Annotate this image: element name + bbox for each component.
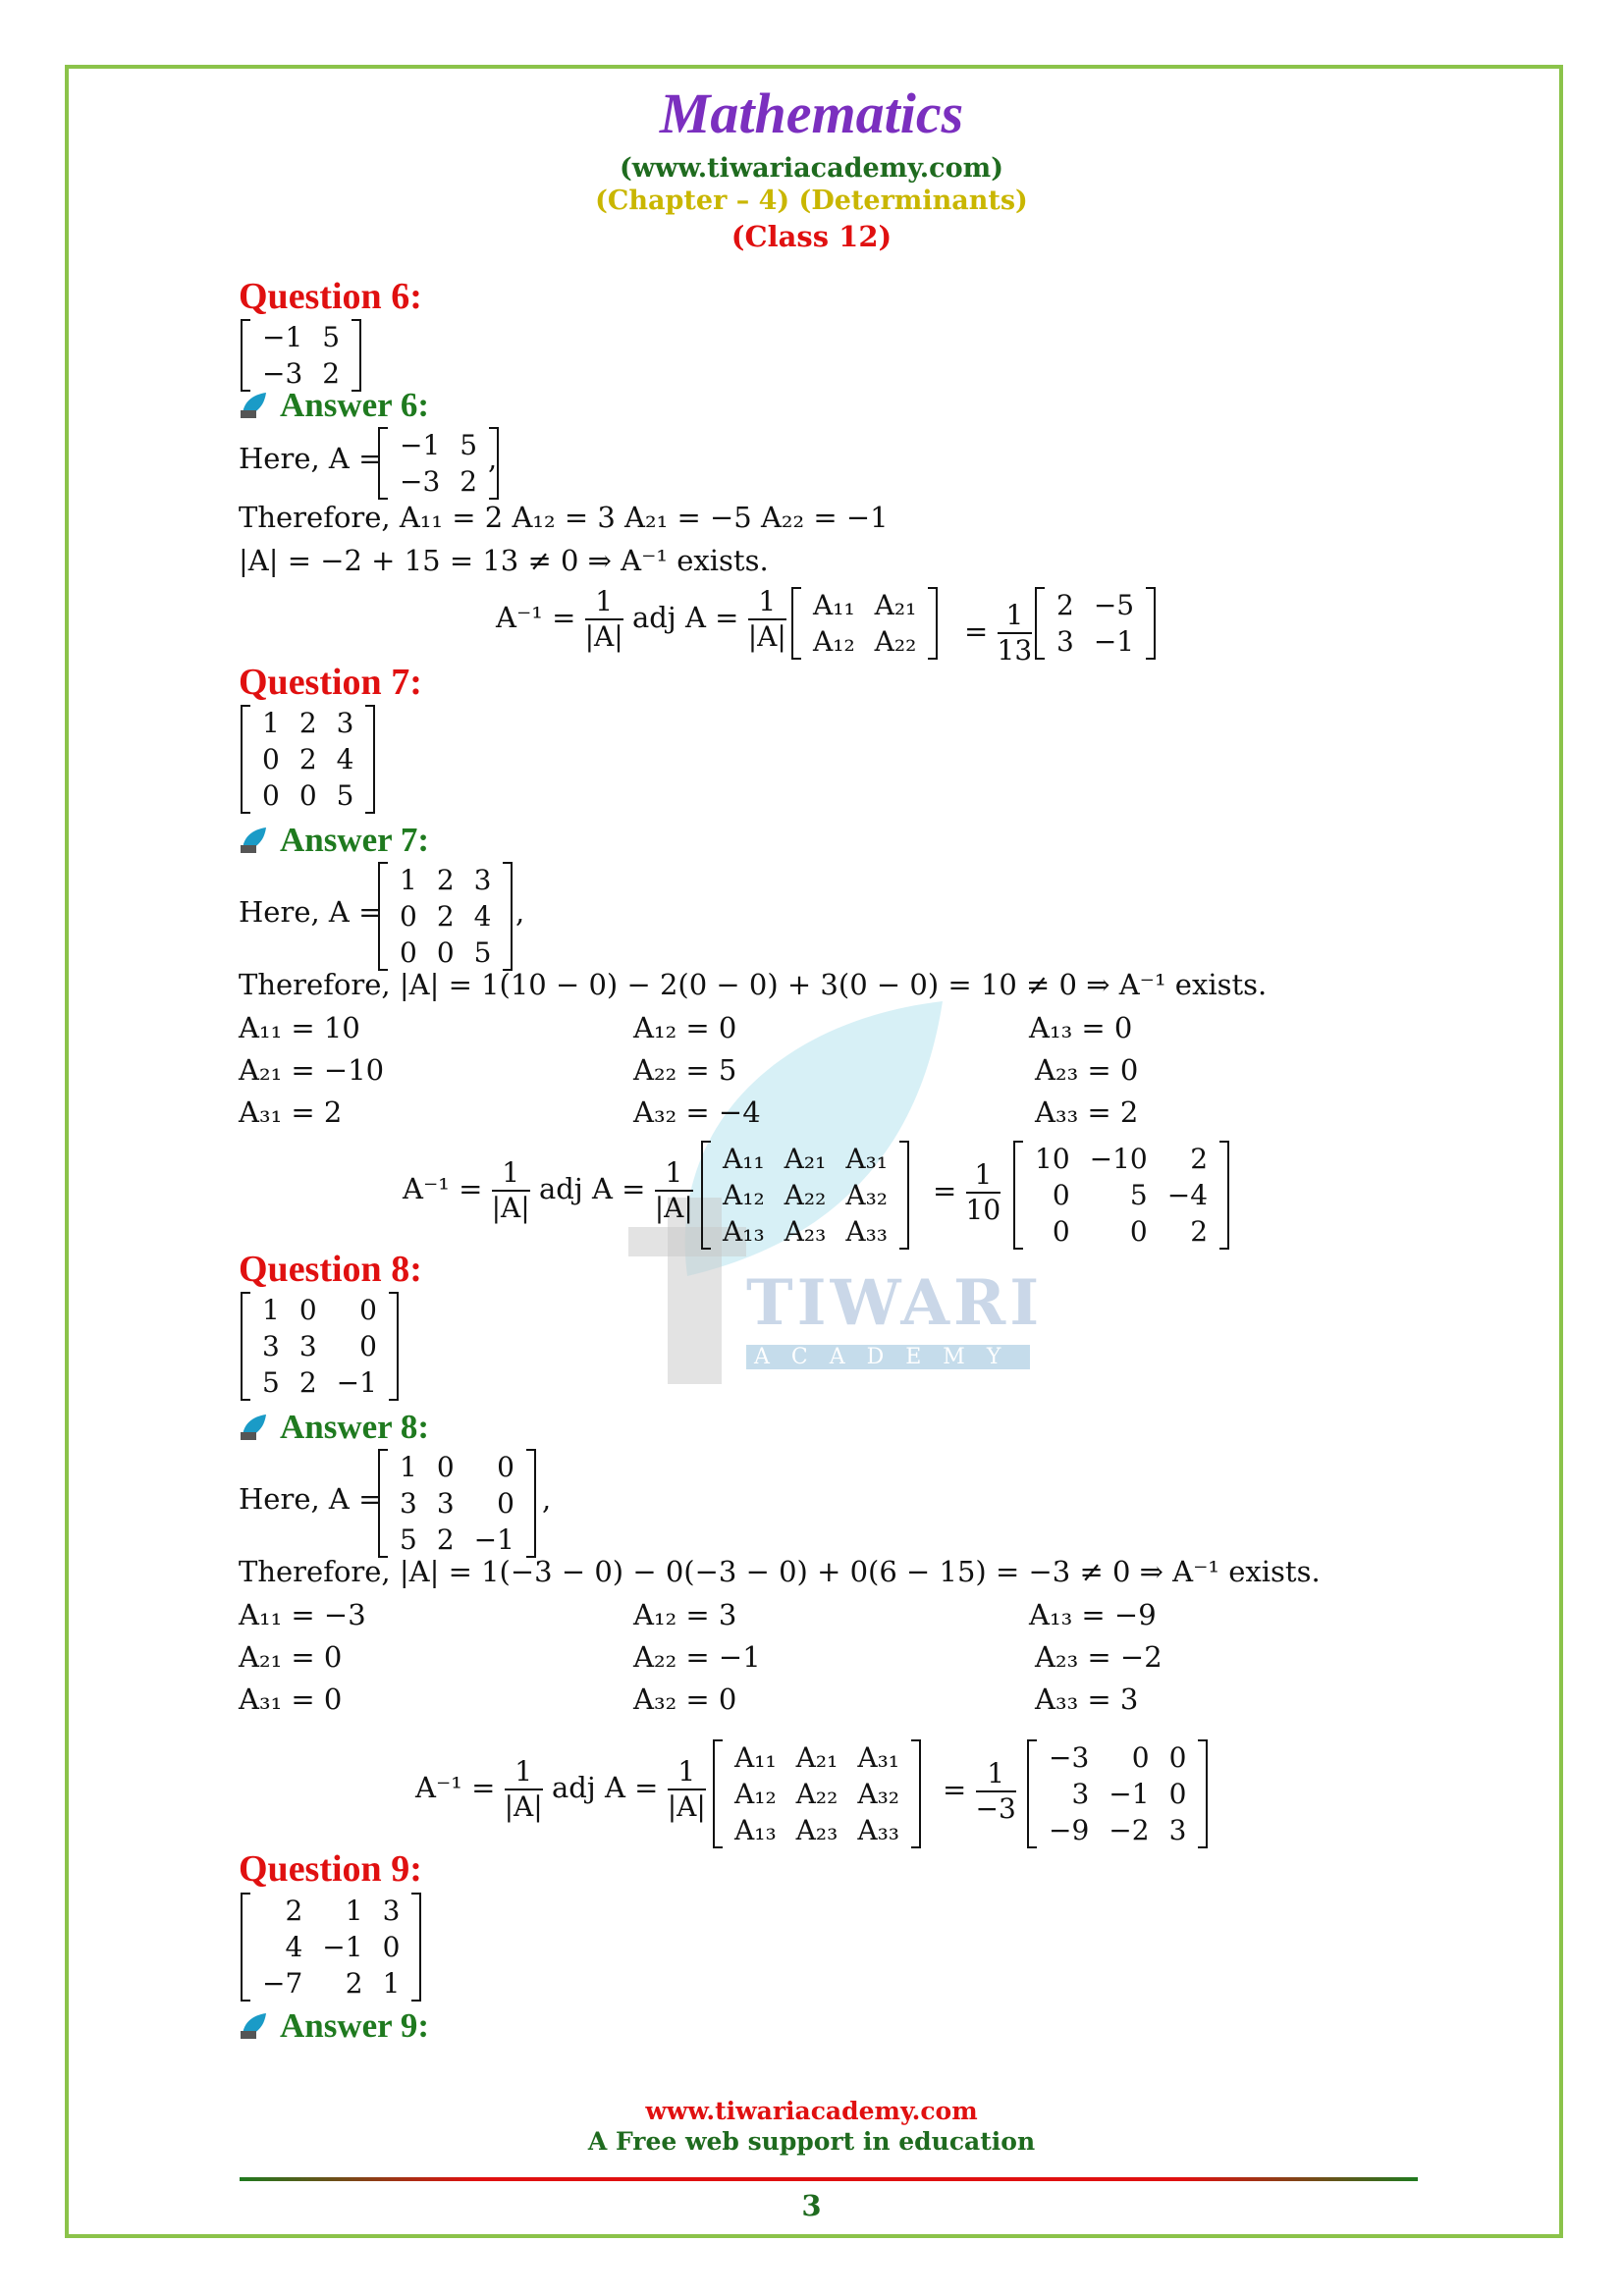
answer-7-here: Here, A = [239, 895, 383, 929]
cofactor: A₃₂ = 0 [633, 1682, 737, 1716]
cofactor: A₁₁ = 10 [239, 1011, 360, 1044]
question-8-matrix: 1 0 0 3 3 0 5 2 −1 [241, 1292, 399, 1401]
cofactor: A₂₃ = 0 [1035, 1053, 1139, 1087]
answer-6-matrix: −1 5 −3 2 [378, 427, 499, 500]
answer-8-inverse: A⁻¹ = $\frac{1}{|A|}$ adj A = $\frac{1}{|A|}$ [415, 1755, 706, 1823]
answer-7-result-matrix: 10 −10 2 0 5 −4 0 0 2 [1013, 1141, 1229, 1250]
cofactor: A₃₃ = 2 [1035, 1095, 1139, 1129]
footer-tagline: A Free web support in education [587, 2127, 1036, 2156]
cofactor: A₁₂ = 3 [633, 1598, 737, 1631]
question-8-label: Question 8: [239, 1249, 422, 1290]
question-6-label: Question 6: [239, 276, 422, 317]
answer-7-matrix: 1 2 3 0 2 4 0 0 5 [378, 862, 513, 971]
leaf-icon [239, 2010, 268, 2040]
header-site: (www.tiwariacademy.com) [620, 153, 1003, 184]
answer-6-label: Answer 6: [239, 386, 429, 425]
answer-8-here: Here, A = [239, 1482, 383, 1516]
question-6-matrix: −1 5 −3 2 [241, 319, 361, 392]
watermark-sub: ACADEMY [746, 1345, 1030, 1369]
answer-7-inverse: A⁻¹ = $\frac{1}{|A|}$ adj A = $\frac{1}{|A|}$ [403, 1156, 693, 1224]
cofactor: A₂₁ = 0 [239, 1640, 343, 1674]
cofactor: A₃₁ = 2 [239, 1095, 343, 1129]
answer-6-cof-matrix: A₁₁ A₂₁ A₁₂ A₂₂ [791, 587, 938, 660]
answer-7-determinant: Therefore, |A| = 1(10 − 0) − 2(0 − 0) + 3(0 − 0) = 10 ≠ 0 ⇒ A⁻¹ exists. [239, 968, 1268, 1001]
answer-6-here: Here, A = [239, 442, 383, 475]
answer-9-label: Answer 9: [239, 2006, 429, 2046]
answer-7-cof-matrix: A₁₁ A₂₁ A₃₁ A₁₂ A₂₂ A₃₂ A₁₃ A₂₃ A₃₃ [701, 1141, 909, 1250]
page-number: 3 [801, 2189, 822, 2222]
answer-8-cof-matrix: A₁₁ A₂₁ A₃₁ A₁₂ A₂₂ A₃₂ A₁₃ A₂₃ A₃₃ [713, 1739, 921, 1848]
page-title: Mathematics [659, 81, 964, 145]
footer-site: www.tiwariacademy.com [645, 2097, 978, 2125]
answer-6-inverse: A⁻¹ = $\frac{1}{|A|}$ adj A = $\frac{1}{|A|}$ [496, 585, 786, 653]
answer-6-cofactors: Therefore, A₁₁ = 2 A₁₂ = 3 A₂₁ = −5 A₂₂ = −1 [239, 501, 889, 534]
footer-divider [240, 2177, 1418, 2181]
question-9-matrix: 2 1 3 4 −1 0 −7 2 1 [241, 1893, 421, 2002]
question-7-matrix: 1 2 3 0 2 4 0 0 5 [241, 705, 375, 814]
answer-8-label: Answer 8: [239, 1408, 429, 1447]
answer-6-determinant: |A| = −2 + 15 = 13 ≠ 0 ⇒ A⁻¹ exists. [239, 544, 769, 577]
answer-8-determinant: Therefore, |A| = 1(−3 − 0) − 0(−3 − 0) + 0(6 − 15) = −3 ≠ 0 ⇒ A⁻¹ exists. [239, 1555, 1321, 1588]
cofactor: A₁₂ = 0 [633, 1011, 737, 1044]
cofactor: A₂₃ = −2 [1035, 1640, 1163, 1674]
answer-8-result-matrix: −3 0 0 3 −1 0 −9 −2 3 [1027, 1739, 1208, 1848]
cofactor: A₁₃ = −9 [1029, 1598, 1157, 1631]
cofactor: A₃₂ = −4 [633, 1095, 761, 1129]
question-7-label: Question 7: [239, 662, 422, 703]
answer-6-result-matrix: 2 −5 3 −1 [1035, 587, 1156, 660]
header-chapter: (Chapter – 4) (Determinants) [595, 186, 1028, 216]
watermark-brand: TIWARI [746, 1266, 1044, 1340]
cofactor: A₁₃ = 0 [1029, 1011, 1133, 1044]
cofactor: A₂₂ = −1 [633, 1640, 761, 1674]
leaf-icon [239, 390, 268, 419]
cofactor: A₃₃ = 3 [1035, 1682, 1139, 1716]
answer-8-matrix: 1 0 0 3 3 0 5 2 −1 [378, 1449, 536, 1558]
header-class: (Class 12) [730, 220, 893, 253]
cofactor: A₂₂ = 5 [633, 1053, 737, 1087]
cofactor: A₂₁ = −10 [239, 1053, 385, 1087]
cofactor: A₃₁ = 0 [239, 1682, 343, 1716]
cofactor: A₁₁ = −3 [239, 1598, 366, 1631]
leaf-icon [239, 825, 268, 854]
answer-7-label: Answer 7: [239, 821, 429, 860]
question-9-label: Question 9: [239, 1848, 422, 1890]
leaf-icon [239, 1412, 268, 1441]
